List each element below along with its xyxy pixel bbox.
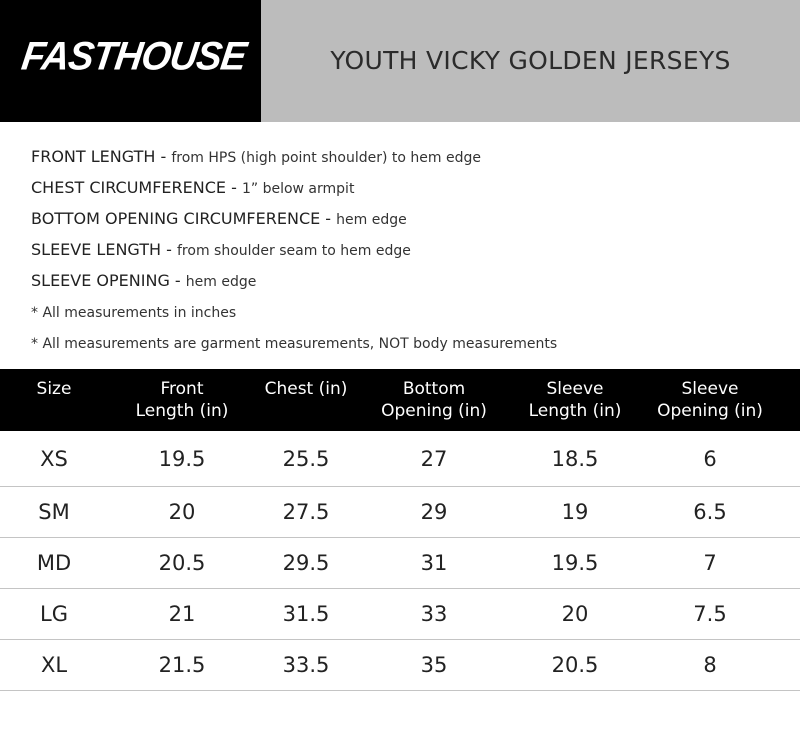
definition-sleeve-opening — [31, 268, 791, 299]
table-header — [0, 369, 800, 431]
cell-bottom-opening: 31 — [420, 551, 448, 575]
definition-desc: hem edge — [336, 212, 407, 228]
definition-term: FRONT LENGTH - — [31, 147, 172, 166]
cell-sleeve-opening: 8 — [703, 653, 717, 677]
cell-sleeve-opening: 6 — [703, 447, 717, 471]
cell-sleeve-opening: 7 — [703, 551, 717, 575]
cell-sleeve-opening: 6.5 — [693, 500, 727, 524]
page-title: YOUTH VICKY GOLDEN JERSEYS — [330, 46, 731, 75]
header-label: Size — [36, 379, 72, 399]
definition-chest — [31, 175, 791, 206]
brand-logo: FASTHOUSE — [18, 34, 249, 80]
cell-chest: 25.5 — [282, 447, 330, 471]
cell-sleeve-length: 20 — [561, 602, 589, 626]
header — [0, 0, 800, 122]
cell-bottom-opening: 27 — [420, 447, 448, 471]
cell-front-length: 21 — [168, 602, 196, 626]
definition-bottom-opening — [31, 206, 791, 237]
cell-chest: 27.5 — [282, 500, 330, 524]
header-chest — [246, 378, 366, 400]
cell-front-length: 20.5 — [158, 551, 206, 575]
cell-size: LG — [40, 602, 68, 626]
table-row — [0, 487, 800, 538]
definition-desc: from HPS (high point shoulder) to hem edge — [171, 150, 481, 166]
header-label: Sleeve — [681, 379, 739, 399]
header-label: Sleeve — [546, 379, 604, 399]
note-text: * All measurements are garment measurements, NOT body measurements — [31, 336, 558, 352]
header-sleeve-opening — [650, 378, 770, 422]
cell-size: MD — [36, 551, 72, 575]
cell-bottom-opening: 33 — [420, 602, 448, 626]
size-chart-table — [0, 369, 800, 691]
title-panel — [261, 0, 800, 122]
header-bottom-opening — [374, 378, 494, 422]
definition-sleeve-length — [31, 237, 791, 268]
cell-chest: 29.5 — [282, 551, 330, 575]
header-label: Chest (in) — [264, 379, 348, 399]
cell-size: SM — [38, 500, 70, 524]
header-label: Length (in) — [528, 401, 622, 421]
cell-size: XL — [40, 653, 68, 677]
header-size — [14, 378, 94, 400]
definition-desc: hem edge — [185, 274, 257, 290]
measurement-definitions — [31, 144, 791, 361]
definition-desc: from shoulder seam to hem edge — [177, 243, 411, 259]
note-garment — [31, 330, 791, 361]
cell-sleeve-opening: 7.5 — [693, 602, 727, 626]
definition-term: SLEEVE LENGTH - — [31, 240, 177, 259]
cell-sleeve-length: 20.5 — [551, 653, 599, 677]
header-front-length — [122, 378, 242, 422]
header-sleeve-length — [515, 378, 635, 422]
table-row — [0, 640, 800, 691]
cell-sleeve-length: 18.5 — [551, 447, 599, 471]
definition-desc: 1” below armpit — [241, 181, 355, 197]
definition-term: SLEEVE OPENING - — [31, 271, 186, 290]
definition-term: CHEST CIRCUMFERENCE - — [31, 178, 242, 197]
header-label: Opening (in) — [381, 401, 487, 421]
cell-front-length: 19.5 — [158, 447, 206, 471]
header-label: Front — [160, 379, 204, 399]
brand-logo-panel — [0, 0, 261, 122]
cell-sleeve-length: 19 — [561, 500, 589, 524]
cell-chest: 33.5 — [282, 653, 330, 677]
note-text: * All measurements in inches — [31, 305, 237, 321]
cell-front-length: 20 — [168, 500, 196, 524]
header-label: Opening (in) — [657, 401, 763, 421]
table-row — [0, 589, 800, 640]
header-label: Bottom — [402, 379, 466, 399]
cell-bottom-opening: 35 — [420, 653, 448, 677]
cell-bottom-opening: 29 — [420, 500, 448, 524]
cell-chest: 31.5 — [282, 602, 330, 626]
table-row — [0, 538, 800, 589]
note-units — [31, 299, 791, 330]
header-label: Length (in) — [135, 401, 229, 421]
cell-size: XS — [40, 447, 68, 471]
cell-sleeve-length: 19.5 — [551, 551, 599, 575]
cell-front-length: 21.5 — [158, 653, 206, 677]
definition-term: BOTTOM OPENING CIRCUMFERENCE - — [31, 209, 337, 228]
definition-front-length — [31, 144, 791, 175]
table-row — [0, 431, 800, 487]
